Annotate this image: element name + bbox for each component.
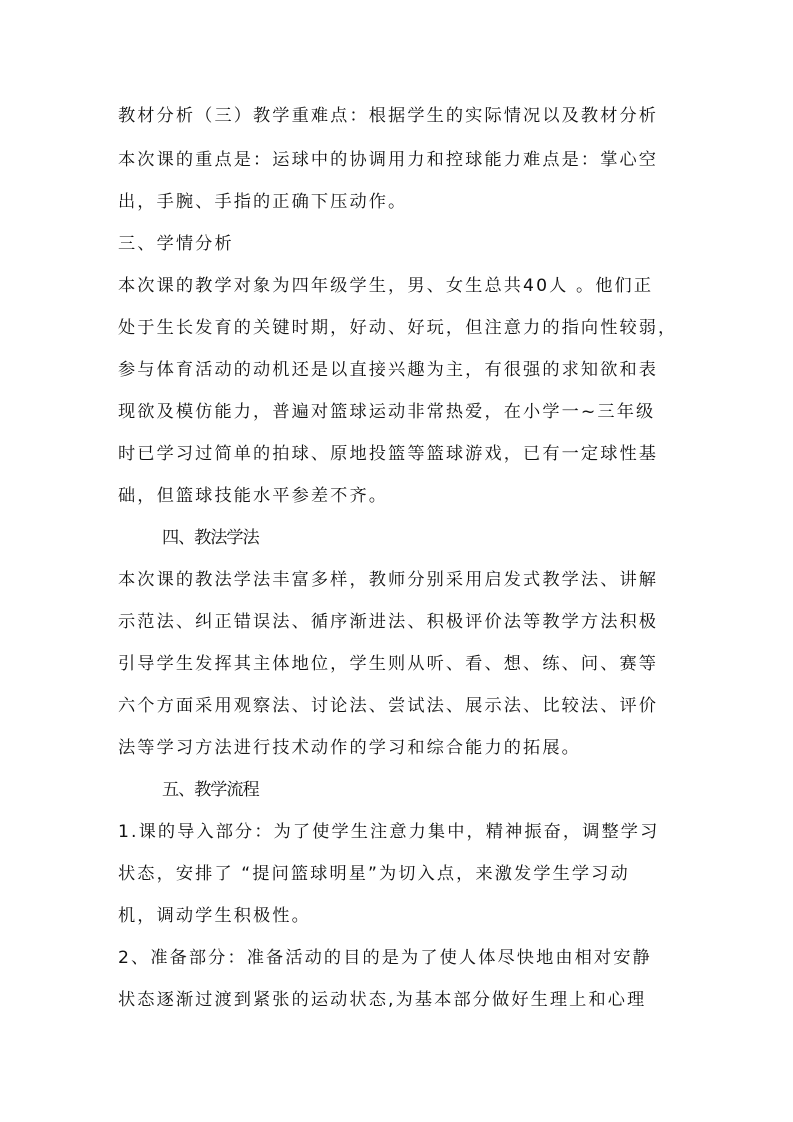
text-line-10: 础，但篮球技能水平参差不齐。 — [118, 486, 389, 506]
text-line-8: 现欲及模仿能力，普遍对篮球运动非常热爱，在小学一~三年级 — [118, 402, 656, 422]
text-line-16: 法等学习方法进行技术动作的学习和综合能力的拓展。 — [118, 738, 581, 758]
text-line-6: 处于生长发育的关键时期，好动、好玩，但注意力的指向性较弱， — [118, 318, 678, 338]
section-heading-4: 四、教法学法 — [162, 528, 259, 548]
section-heading-3: 三、学情分析 — [118, 234, 234, 254]
text-line-3: 出，手腕、手指的正确下压动作。 — [118, 192, 408, 212]
text-line-15: 六个方面采用观察法、讨论法、尝试法、展示法、比较法、评价 — [118, 696, 659, 716]
text-line-13: 示范法、纠正错误法、循序渐进法、积极评价法等教学方法积极 — [118, 612, 659, 632]
text-line-1: 教材分析（三）教学重难点：根据学生的实际情况以及教材分析 — [118, 106, 659, 126]
text-line-18: 1.课的导入部分：为了使学生注意力集中，精神振奋，调整学习 — [118, 822, 660, 842]
section-heading-5: 五、教学流程 — [162, 780, 259, 800]
text-line-12: 本次课的教法学法丰富多样，教师分别采用启发式教学法、讲解 — [118, 570, 659, 590]
text-line-21: 2、准备部分：准备活动的目的是为了使人体尽快地由相对安静 — [118, 948, 652, 968]
text-line-14: 引导学生发挥其主体地位，学生则从听、看、想、练、问、赛等 — [118, 654, 659, 674]
text-line-22: 状态逐渐过渡到紧张的运动状态,为基本部分做好生理上和心理 — [118, 990, 647, 1010]
text-line-7: 参与体育活动的动机还是以直接兴趣为主，有很强的求知欲和表 — [118, 360, 659, 380]
text-line-9: 时已学习过简单的拍球、原地投篮等篮球游戏，已有一定球性基 — [118, 444, 659, 464]
text-line-20: 机，调动学生积极性。 — [118, 906, 311, 926]
text-line-19: 状态，安排了 “提问篮球明星”为切入点，来激发学生学习动 — [118, 864, 630, 884]
text-line-5: 本次课的教学对象为四年级学生，男、女生总共40人 。他们正 — [118, 276, 654, 296]
text-line-2: 本次课的重点是：运球中的协调用力和控球能力难点是：掌心空 — [118, 150, 659, 170]
